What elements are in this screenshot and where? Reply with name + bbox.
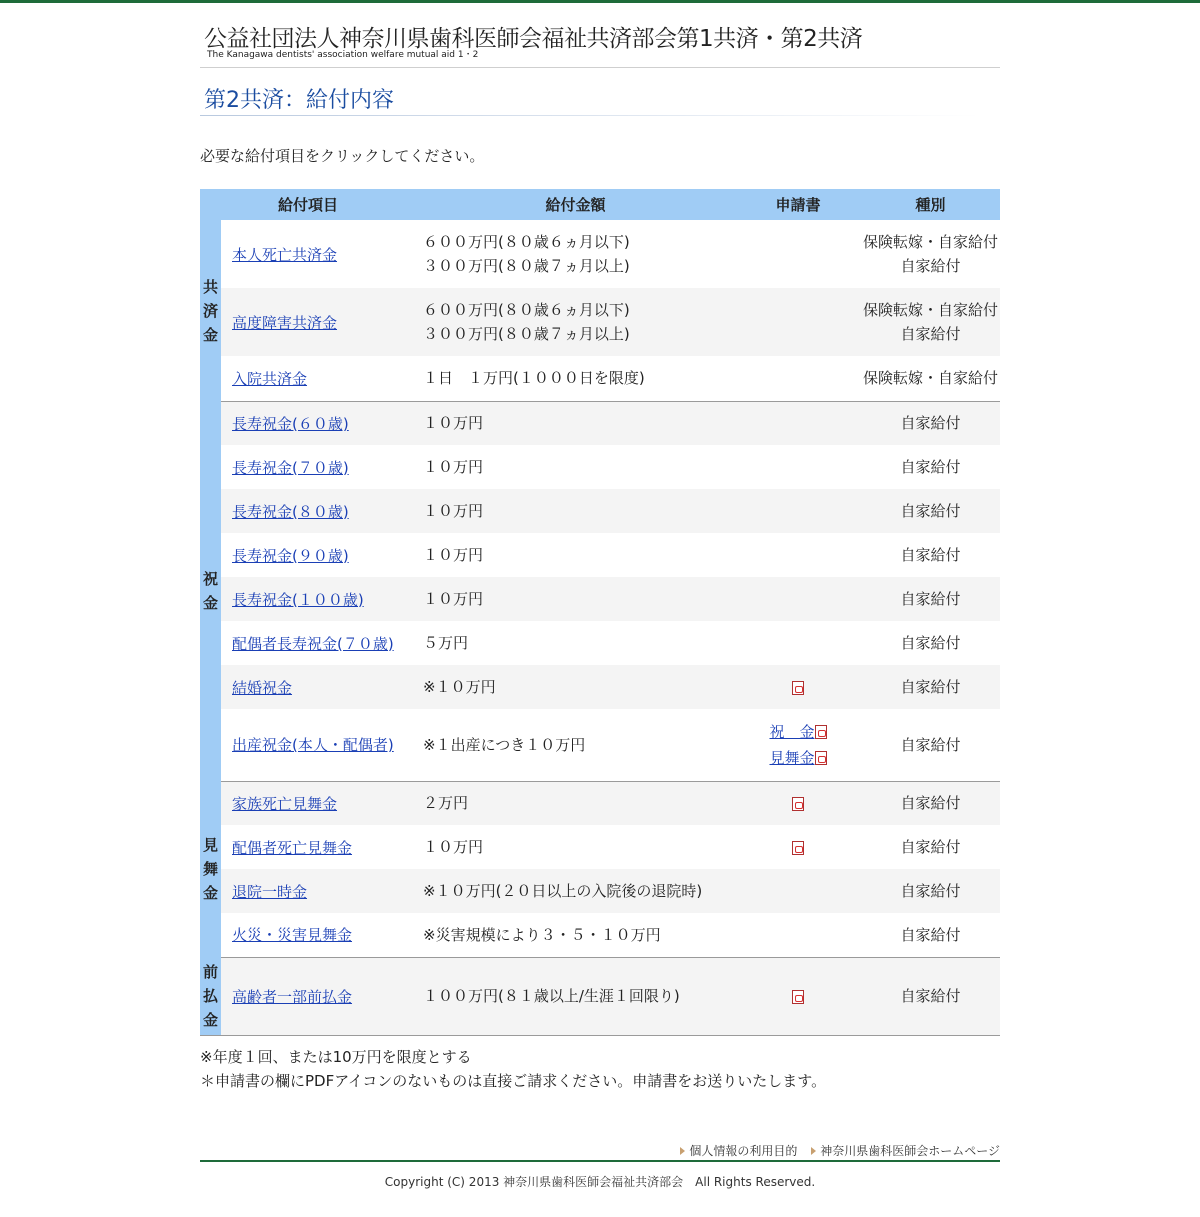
header-type: 種別 [861,189,1000,220]
pdf-link-family-death[interactable] [792,794,804,812]
privacy-link[interactable]: 個人情報の利用目的 [680,1144,797,1158]
benefit-link-disaster[interactable]: 火災・災害見舞金 [232,926,353,945]
header-amount: 給付金額 [416,189,735,220]
benefit-link-spouse-longevity-70[interactable]: 配偶者長寿祝金(７０歳) [232,634,394,653]
type-cell: 自家給付 [900,546,961,564]
benefit-link-longevity-70[interactable]: 長寿祝金(７０歳) [232,458,349,477]
form-links [769,719,826,771]
notes [200,1045,826,1093]
header-form: 申請書 [735,189,861,220]
amount-cell: ※１出産につき１０万円 [416,709,735,781]
type-line: 保険転嫁・自家給付 [862,301,998,319]
table-row [200,401,1000,445]
benefit-link-disability[interactable]: 高度障害共済金 [232,313,338,332]
benefit-link-elderly-prepayment[interactable]: 高齢者一部前払金 [232,987,353,1006]
amount-cell: ２万円 [416,781,735,825]
amount-line: ６００万円(８０歳６ヵ月以下) [423,301,630,319]
header-item: 給付項目 [200,189,416,220]
benefits-table [200,189,1000,1036]
title-underline [200,115,980,116]
benefit-link-childbirth[interactable]: 出産祝金(本人・配偶者) [232,736,394,755]
amount-cell: １０万円 [416,577,735,621]
pdf-file-icon [792,841,804,855]
table-row [200,957,1000,1035]
type-cell: 保険転嫁・自家給付 [861,356,1000,401]
amount-line: ３００万円(８０歳７ヵ月以上) [423,325,630,343]
benefit-link-marriage[interactable]: 結婚祝金 [232,678,293,697]
type-cell: 自家給付 [861,781,1000,825]
type-cell: 自家給付 [861,401,1000,445]
footer-divider [200,1160,1000,1162]
benefit-link-hospitalization[interactable]: 入院共済金 [232,369,308,388]
amount-line: ３００万円(８０歳７ヵ月以上) [423,257,630,275]
pdf-file-icon [792,797,804,811]
amount-cell: １０万円 [423,546,484,564]
pdf-link-elderly-prepayment[interactable] [792,987,804,1005]
benefit-link-family-death[interactable]: 家族死亡見舞金 [232,794,338,813]
intro-text: 必要な給付項目をクリックしてください。 [200,147,485,165]
table-row [200,781,1000,825]
benefit-link-death[interactable]: 本人死亡共済金 [232,245,338,264]
type-line: 自家給付 [900,257,961,275]
type-cell: 自家給付 [861,489,1000,533]
table-row [200,709,1000,781]
page-title: 第2共済：給付内容 [204,88,394,113]
benefit-link-longevity-100[interactable]: 長寿祝金(１００歳) [232,590,364,609]
amount-cell: １０万円 [423,838,484,856]
table-row [200,913,1000,957]
type-cell: 自家給付 [861,665,1000,709]
pdf-link-sympathy[interactable]: 見舞金 [769,749,826,767]
copyright: Copyright (C) 2013 神奈川県歯科医師会福祉共済部会 All Rights Reserved. [384,1175,816,1189]
category-kyosai: 共 済 金 [200,220,221,401]
type-cell: 自家給付 [861,913,1000,957]
amount-cell: ※１０万円 [416,665,735,709]
association-home-link[interactable]: 神奈川県歯科医師会ホームページ [811,1144,1000,1158]
site-subtitle: The Kanagawa dentists' association welfare mutual aid 1・2 [207,50,479,60]
benefit-link-spouse-death[interactable]: 配偶者死亡見舞金 [232,838,353,857]
benefit-link-longevity-80[interactable]: 長寿祝金(８０歳) [232,502,349,521]
table-row [200,220,1000,288]
site-title: 公益社団法人神奈川県歯科医師会福祉共済部会第1共済・第2共済 [204,26,863,52]
table-row [200,825,1000,869]
amount-cell: １００万円(８１歳以上/生涯１回限り) [416,957,735,1035]
table-row [200,665,1000,709]
type-line: 保険転嫁・自家給付 [862,233,998,251]
type-cell: 自家給付 [900,838,961,856]
type-cell: 自家給付 [861,577,1000,621]
table-row [200,489,1000,533]
note-limit: ※年度１回、または10万円を限度とする [200,1048,472,1066]
pdf-file-icon [815,725,827,739]
table-row [200,533,1000,577]
type-cell: 自家給付 [861,869,1000,913]
table-row [200,577,1000,621]
type-cell: 自家給付 [900,458,961,476]
footer-links [670,1142,1000,1159]
note-pdf: ＊申請書の欄にPDFアイコンのないものは直接ご請求ください。申請書をお送りいたします。 [200,1072,827,1090]
category-iwai: 祝 金 [200,401,221,781]
amount-cell: ５万円 [423,634,469,652]
category-mimai: 見 舞 金 [200,781,221,957]
type-cell: 自家給付 [861,709,1000,781]
pdf-link-spouse-death[interactable] [792,838,804,856]
table-row [200,445,1000,489]
type-cell: 自家給付 [900,634,961,652]
table-row [200,621,1000,665]
amount-cell: １日 １万円(１０００日を限度) [416,356,735,401]
amount-cell: １０万円 [416,401,735,445]
benefit-link-longevity-90[interactable]: 長寿祝金(９０歳) [232,546,349,565]
category-maebarai: 前 払 金 [200,957,221,1035]
table-row [200,288,1000,356]
amount-line: ６００万円(８０歳６ヵ月以下) [423,233,630,251]
benefit-link-discharge[interactable]: 退院一時金 [232,882,308,901]
pdf-link-celebration[interactable]: 祝 金 [769,723,826,741]
pdf-link-marriage[interactable] [792,678,804,696]
benefit-link-longevity-60[interactable]: 長寿祝金(６０歳) [232,414,349,433]
amount-cell: １０万円 [423,458,484,476]
type-line: 自家給付 [900,325,961,343]
table-row [200,356,1000,401]
type-cell: 自家給付 [861,957,1000,1035]
table-header-row [200,189,1000,220]
pdf-file-icon [815,751,827,765]
amount-cell: ※１０万円(２０日以上の入院後の退院時) [416,869,735,913]
header-divider [200,67,1000,68]
pdf-file-icon [792,681,804,695]
pdf-file-icon [792,990,804,1004]
amount-cell: ※災害規模により３・５・１０万円 [416,913,735,957]
amount-cell: １０万円 [416,489,735,533]
table-row [200,869,1000,913]
